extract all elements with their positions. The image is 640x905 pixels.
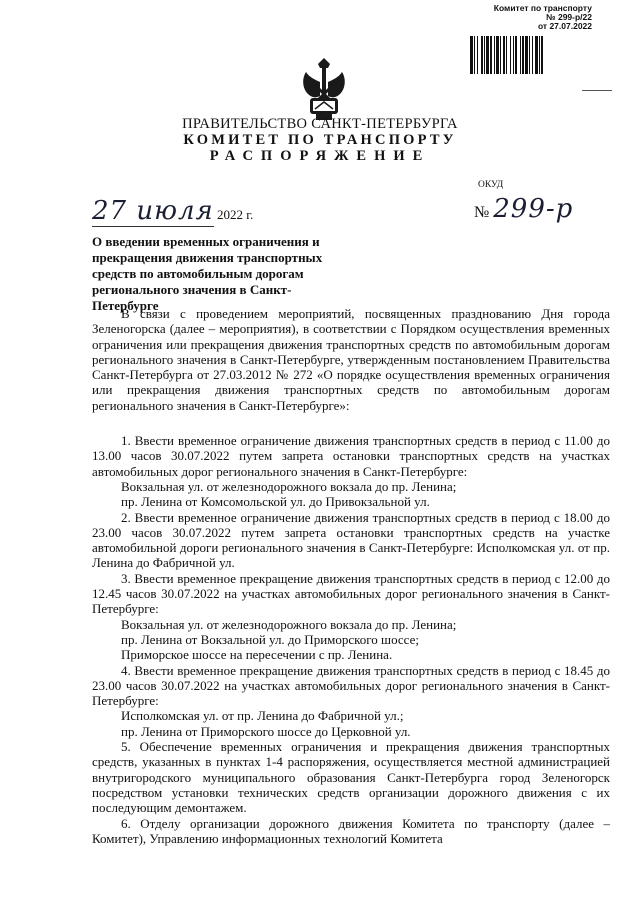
item-4-street-b: пр. Ленина от Приморского шоссе до Церковной ул.: [121, 723, 411, 739]
item-1: 1. Ввести временное ограничение движения транспортных средств в период с 11.00 до 13.00 часов 30.07.2022 путем запрета остановки транспортных средств на участках автомобильных дорог регионального значения в Санкт-Петербурге:: [92, 433, 610, 479]
separator-line: [582, 90, 612, 91]
intro-paragraph: В связи с проведением мероприятий, посвященных празднованию Дня города Зеленогорска (далее – мероприятия), в соответствии с Порядком осуществления временных ограничения или прекращения движения транспортных средств по автомобильным дорогам регионального значения в Санкт-Петербурге, утвержденным постановлением Правительства Санкт-Петербурга от 27.03.2012 № 272 «О порядке осуществления временных ограничения или прекращения движения транспортных средств по автомобильным дорогам регионального значения в Санкт-Петербурге»:: [92, 306, 610, 413]
item-2: 2. Ввести временное ограничение движения транспортных средств в период с 18.00 до 23.00 часов 30.07.2022 путем запрета остановки транспортных средств на участке автомобильной дороги регионального значения в Санкт-Петербурге: Исполкомская ул. от пр. Ленина до Фабричной ул.: [92, 509, 610, 571]
document-date: [92, 196, 253, 227]
document-type: РАСПОРЯЖЕНИЕ: [209, 148, 431, 164]
stamp-line-1: Комитет по транспорту: [493, 3, 592, 13]
handwritten-number: 299-р: [493, 194, 574, 224]
item-4: 4. Ввести временное прекращение движения транспортных средств в период с 18.45 до 23.00 часов 30.07.2022 на участках автомобильных дорог регионального значения в Санкт-Петербурге:: [92, 662, 610, 709]
coat-of-arms-icon: [300, 58, 348, 122]
item-1-street-a: Вокзальная ул. от железнодорожного вокзала до пр. Ленина;: [121, 478, 457, 494]
barcode: [470, 36, 592, 74]
number-prefix: №: [474, 204, 490, 221]
item-6: 6. Отделу организации дорожного движения Комитета по транспорту (далее – Комитет), Управлению информационных технологий Комитета: [92, 815, 610, 846]
item-3: 3. Ввести временное прекращение движения транспортных средств в период с 12.00 до 12.45 часов 30.07.2022 на участках автомобильных дорог регионального значения в Санкт-Петербурге:: [92, 570, 610, 617]
document-subject: О введении временных ограничения и прекращения движения транспортных средств по автомобильным дорогам регионального значения в Санкт-Петербурге: [92, 234, 323, 313]
document-body: [92, 306, 610, 846]
item-4-street-a: Исполкомская ул. от пр. Ленина до Фабричной ул.;: [121, 708, 404, 724]
handwritten-date: 27 июля: [92, 196, 214, 226]
okud-label: ОКУД: [478, 180, 504, 190]
item-5: 5. Обеспечение временных ограничения и прекращения движения транспортных средств, указанных в пунктах 1-4 распоряжения, осуществляется местной администрацией внутригородского муниципального образования Санкт-Петербурга город Зеленогорск посредством установки технических средств организации дорожного движения с их последующим демонтажем.: [92, 739, 610, 816]
document-number: [474, 194, 573, 224]
item-3-street-a: Вокзальная ул. от железнодорожного вокзала до пр. Ленина;: [121, 616, 457, 632]
committee-title: КОМИТЕТ ПО ТРАНСПОРТУ: [183, 132, 457, 148]
government-title: ПРАВИТЕЛЬСТВО САНКТ-ПЕТЕРБУРГА: [182, 116, 458, 132]
stamp-line-3: от 27.07.2022: [537, 21, 592, 31]
date-year: 2022 г.: [217, 207, 254, 222]
item-1-street-b: пр. Ленина от Комсомольской ул. до Привокзальной ул.: [121, 494, 430, 510]
item-3-street-b: пр. Ленина от Вокзальной ул. до Приморского шоссе;: [121, 631, 419, 647]
stamp-line-2: № 299-р/22: [546, 12, 592, 22]
registration-stamp: [472, 4, 592, 31]
item-3-street-c: Приморское шоссе на пересечении с пр. Ленина.: [121, 647, 393, 663]
